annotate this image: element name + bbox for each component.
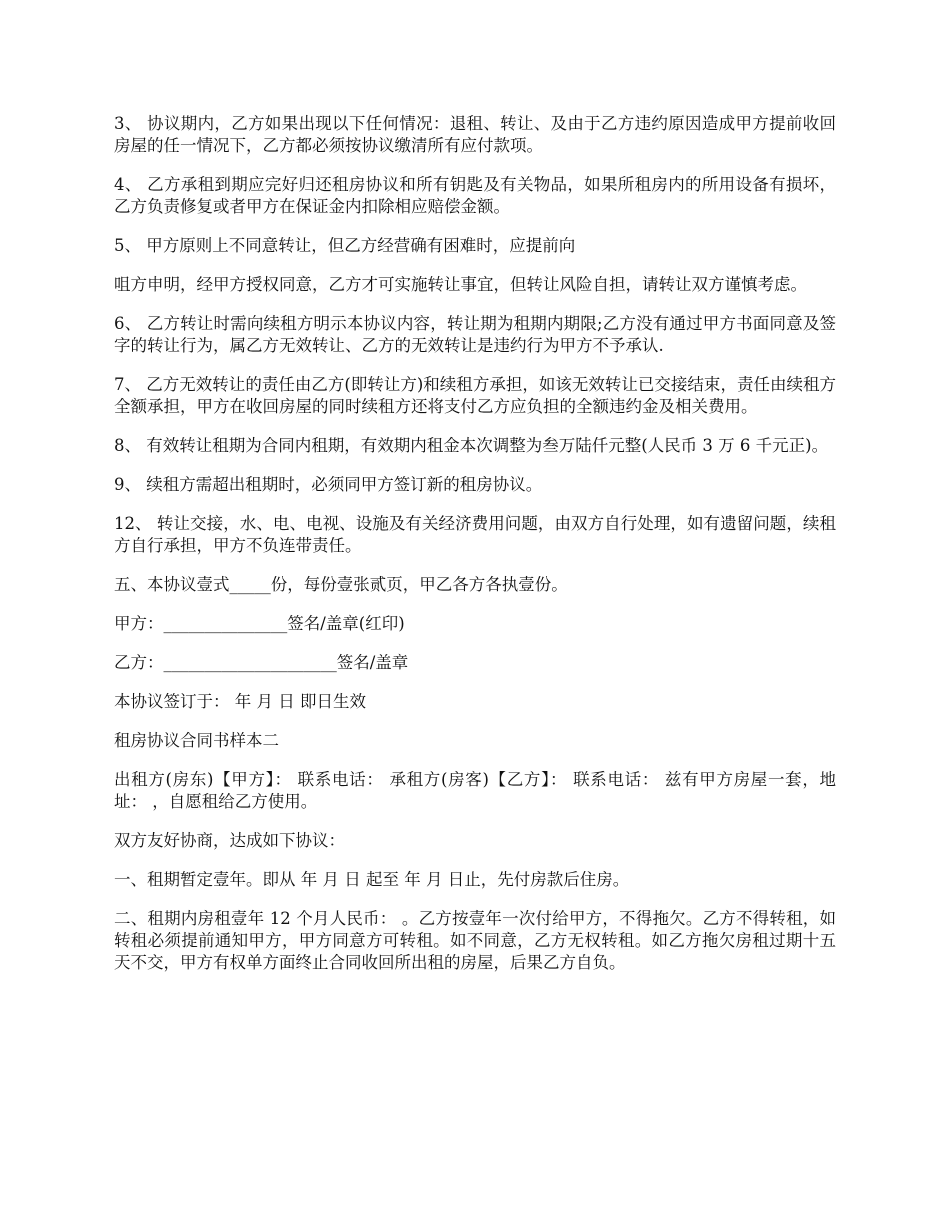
parties-info: 出租方(房东)【甲方】： 联系电话： 承租方(房客)【乙方】： 联系电话： 兹有甲方房屋一套，地址： ，自愿租给乙方使用。 [114, 770, 836, 811]
clause-12: 12、 转让交接，水、电、电视、设施及有关经济费用问题，由双方自行处理，如有遗留问题，续租方自行承担，甲方不负连带责任。 [114, 514, 836, 555]
clause-5: 5、 甲方原则上不同意转让，但乙方经营确有困难时，应提前向 [114, 236, 576, 255]
term-two: 二、租期内房租壹年 12 个月人民币： 。乙方按壹年一次付给甲方，不得拖欠。乙方不得转租，如转租必须提前通知甲方，甲方同意方可转租。如不同意，乙方无权转租。如乙方拖欠房租过期十五天不交，甲方有权单方面终止合同收回所出租的房屋，后果乙方自负。 [114, 909, 836, 972]
clause-7: 7、 乙方无效转让的责任由乙方(即转让方)和续租方承担，如该无效转让已交接结束，责任由续租方全额承担，甲方在收回房屋的同时续租方还将支付乙方应负担的全额违约金及相关费用。 [114, 375, 836, 416]
clause-9: 9、 续租方需超出租期时，必须同甲方签订新的租房协议。 [114, 475, 543, 494]
party-a-signature-line: 甲方：_______________签名/盖章(红印) [114, 614, 405, 633]
clause-4: 4、 乙方承租到期应完好归还租房协议和所有钥匙及有关物品，如果所租房内的所用设备有损坏，乙方负责修复或者甲方在保证金内扣除相应赔偿金额。 [114, 175, 836, 216]
party-b-signature-line: 乙方：_____________________签名/盖章 [114, 653, 409, 672]
sample-two-title: 租房协议合同书样本二 [114, 731, 279, 750]
clause-8: 8、 有效转让租期为合同内租期，有效期内租金本次调整为叁万陆仟元整(人民币 3 万 6 千元正)。 [114, 436, 829, 455]
clause-3: 3、 协议期内，乙方如果出现以下任何情况：退租、转让、及由于乙方违约原因造成甲方提前收回房屋的任一情况下，乙方都必须按协议缴清所有应付款项。 [114, 114, 836, 155]
clause-5-continued: 咀方申明，经甲方授权同意，乙方才可实施转让事宜，但转让风险自担，请转让双方谨慎考虑。 [114, 275, 807, 294]
clause-6: 6、 乙方转让时需向续租方明示本协议内容，转让期为租期内期限;乙方没有通过甲方书面同意及签字的转让行为，属乙方无效转让、乙方的无效转让是违约行为甲方不予承认. [114, 314, 836, 355]
document-page [114, 113, 836, 991]
term-one: 一、租期暂定壹年。即从 年 月 日 起至 年 月 日止，先付房款后住房。 [114, 870, 630, 889]
agreement-intro: 双方友好协商，达成如下协议： [114, 831, 345, 850]
section-five: 五、本协议壹式_____份，每份壹张贰页，甲乙各方各执壹份。 [114, 575, 568, 594]
signing-date-line: 本协议签订于： 年 月 日 即日生效 [114, 692, 366, 711]
